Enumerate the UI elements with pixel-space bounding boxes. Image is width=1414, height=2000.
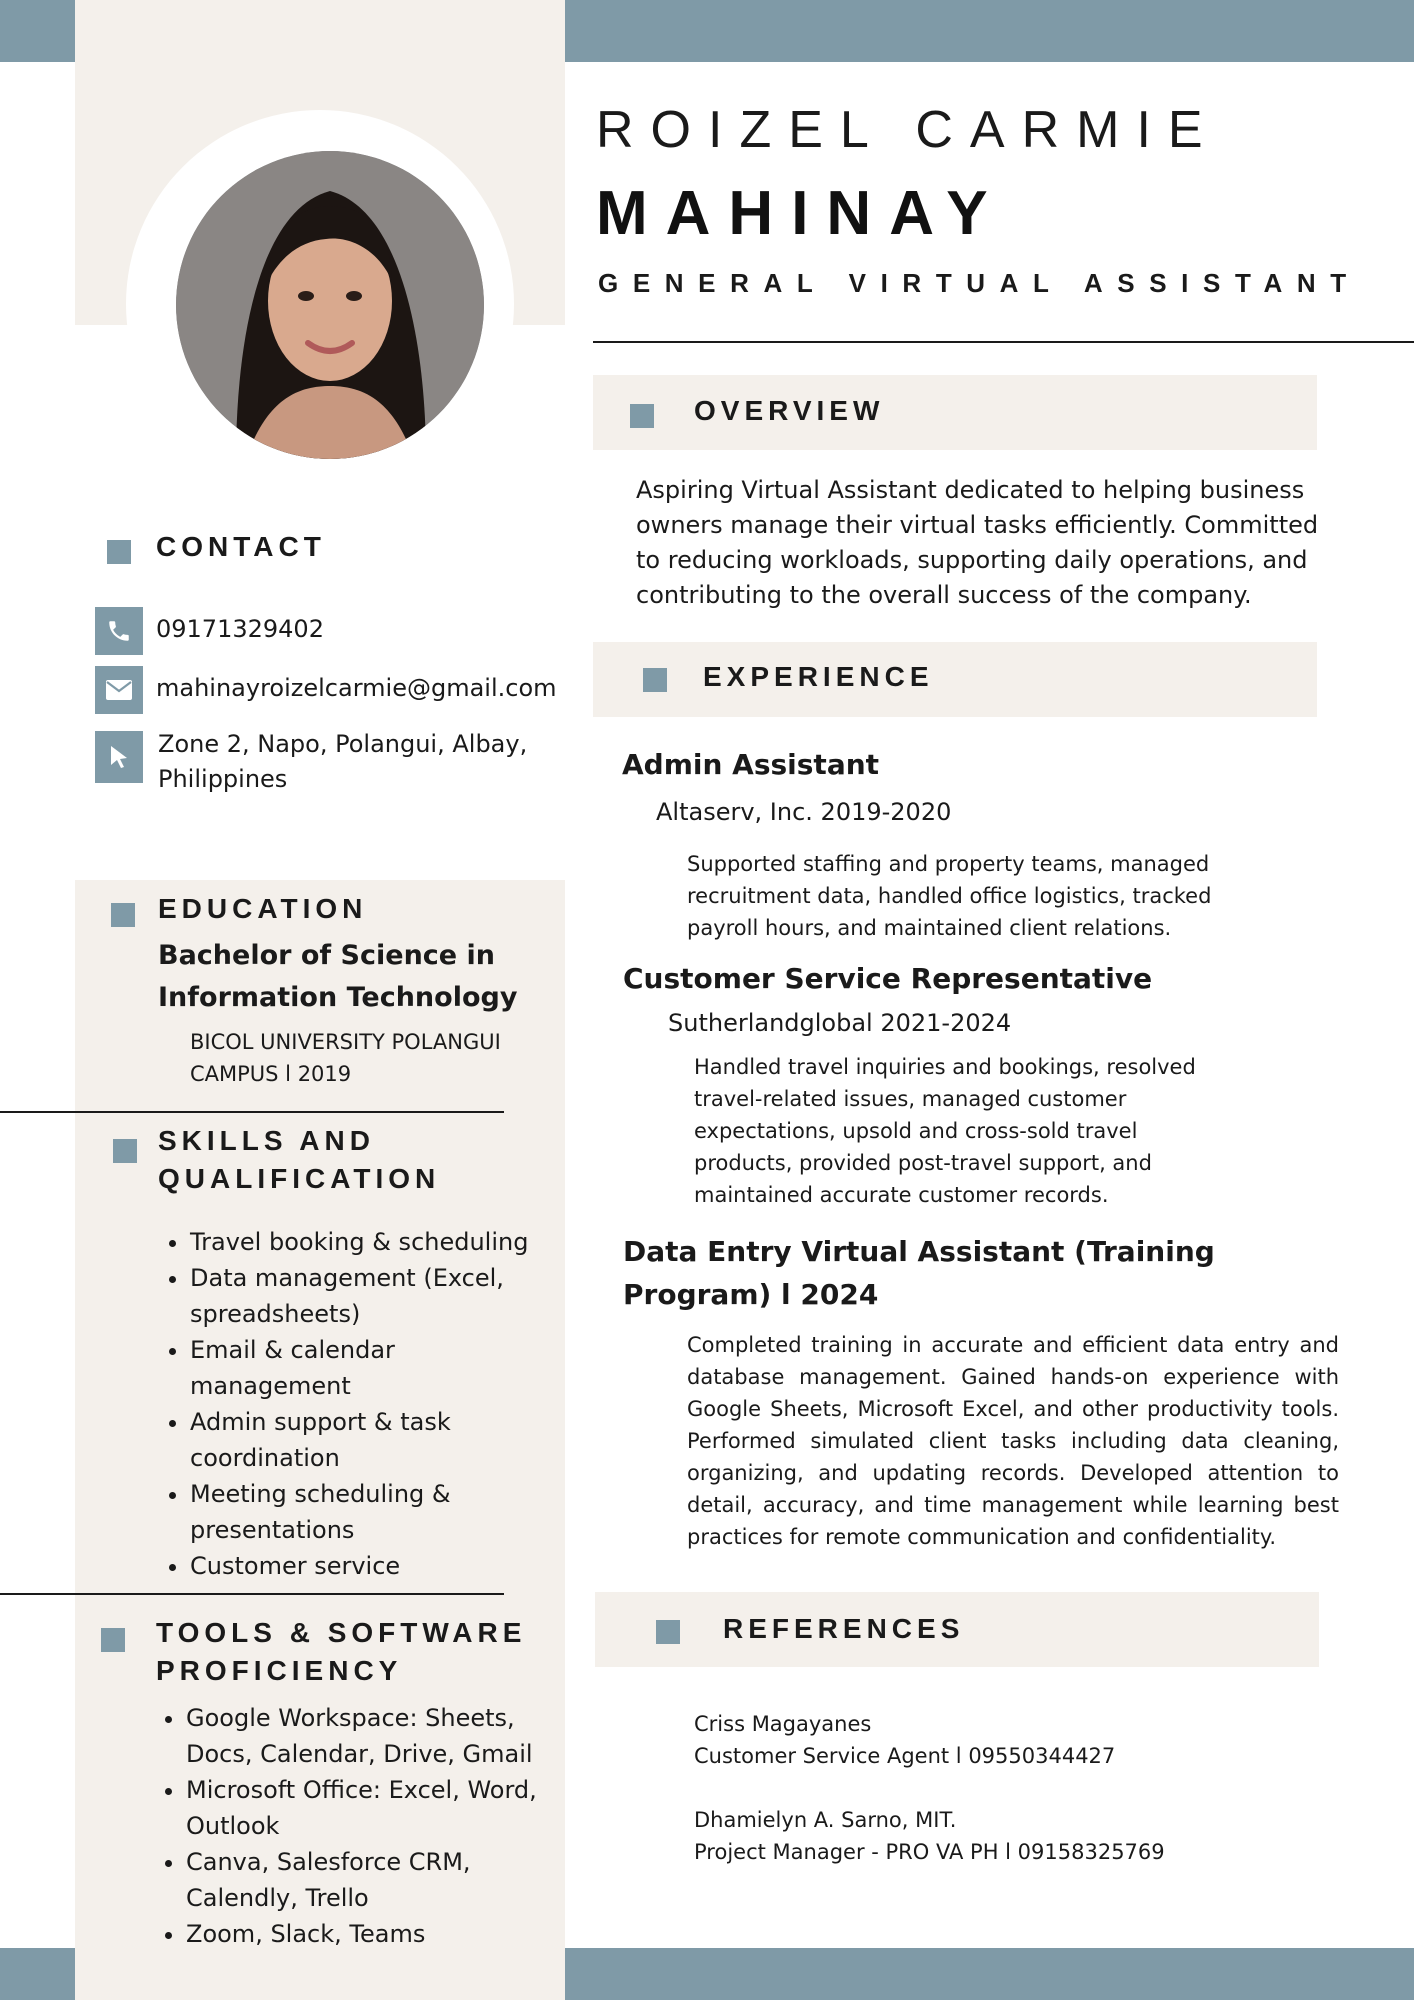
list-item: • Meeting scheduling & presentations [190, 1476, 538, 1548]
overview-heading: OVERVIEW [694, 395, 885, 426]
skills-list [158, 1224, 538, 1584]
phone-number[interactable]: 09171329402 [156, 615, 324, 643]
bottom-band-left [0, 1948, 75, 2000]
list-item: • Canva, Salesforce CRM, Calendly, Trello [186, 1844, 544, 1916]
bottom-band-right [565, 1948, 1414, 2000]
overview-text: Aspiring Virtual Assistant dedicated to helping business owners manage their virtual tasks efficiently. Committed to reducing workloads, supporting daily operations, and contributing to the overall success of the company. [636, 476, 1319, 609]
first-name: ROIZEL CARMIE [596, 101, 1220, 159]
job-description: Supported staffing and property teams, managed recruitment data, handled office logistics, tracked payroll hours, and maintained client relations. [687, 852, 1212, 940]
list-item: • Data management (Excel, spreadsheets) [190, 1260, 538, 1332]
job-company: Altaserv, Inc. 2019-2020 [656, 798, 952, 826]
list-item: • Admin support & task coordination [190, 1404, 538, 1476]
references-marker [656, 1620, 680, 1644]
skills-marker [113, 1139, 137, 1163]
list-item: • Zoom, Slack, Teams [186, 1916, 544, 1952]
tools-heading: TOOLS & SOFTWARE PROFICIENCY [156, 1617, 527, 1686]
job-description: Handled travel inquiries and bookings, resolved travel-related issues, managed customer expectations, upsold and cross-sold travel products, provided post-travel support, and maintained accurate customer records. [694, 1055, 1196, 1207]
school: BICOL UNIVERSITY POLANGUI CAMPUS l 2019 [190, 1030, 501, 1086]
phone-icon [95, 607, 143, 655]
reference-detail: Customer Service Agent l 09550344427 [694, 1744, 1116, 1768]
skills-divider [0, 1593, 504, 1595]
location-cursor-icon [95, 731, 143, 783]
experience-heading: EXPERIENCE [703, 661, 934, 692]
references-heading: REFERENCES [723, 1613, 965, 1644]
education-marker [111, 903, 135, 927]
tools-marker [101, 1628, 125, 1652]
experience-marker [643, 668, 667, 692]
contact-heading: CONTACT [156, 531, 326, 562]
reference-name: Dhamielyn A. Sarno, MIT. [694, 1808, 957, 1832]
list-item: • Microsoft Office: Excel, Word, Outlook [186, 1772, 544, 1844]
profile-photo [176, 151, 484, 459]
list-item: • Customer service [190, 1548, 538, 1584]
email-icon [95, 666, 143, 714]
list-item: • Email & calendar management [190, 1332, 538, 1404]
header-divider [593, 341, 1414, 343]
list-item: • Google Workspace: Sheets, Docs, Calendar, Drive, Gmail [186, 1700, 544, 1772]
job-description: Completed training in accurate and efficient data entry and database management. Gained hands-on experience with Google Sheets, Microsoft Excel, and other productivity tools. Performed simulated client tasks including data cleaning, organizing, and updating records. Developed attention to detail, accuracy, and time management while learning best practices for remote communication and confidentiality. [687, 1333, 1339, 1549]
tools-list [154, 1700, 544, 1952]
contact-marker [107, 540, 131, 564]
education-heading: EDUCATION [158, 893, 368, 924]
reference-detail: Project Manager - PRO VA PH l 09158325769 [694, 1840, 1165, 1864]
reference-name: Criss Magayanes [694, 1712, 872, 1736]
email-address[interactable]: mahinayroizelcarmie@gmail.com [156, 674, 557, 702]
education-divider [0, 1111, 504, 1113]
last-name: MAHINAY [596, 179, 1006, 248]
skills-heading: SKILLS AND QUALIFICATION [158, 1125, 441, 1194]
job-role: Customer Service Representative [623, 962, 1153, 995]
address: Zone 2, Napo, Polangui, Albay, Philippines [158, 730, 528, 793]
degree: Bachelor of Science in Information Technology [158, 940, 518, 1013]
overview-marker [630, 404, 654, 428]
job-company: Sutherlandglobal 2021-2024 [668, 1009, 1012, 1037]
job-title: GENERAL VIRTUAL ASSISTANT [598, 268, 1361, 298]
top-band-left [0, 0, 75, 62]
job-role: Data Entry Virtual Assistant (Training Program) l 2024 [623, 1235, 1215, 1311]
top-band-right [565, 0, 1414, 62]
job-role: Admin Assistant [622, 748, 880, 781]
list-item: • Travel booking & scheduling [190, 1224, 538, 1260]
experience-header-box [593, 642, 1317, 717]
